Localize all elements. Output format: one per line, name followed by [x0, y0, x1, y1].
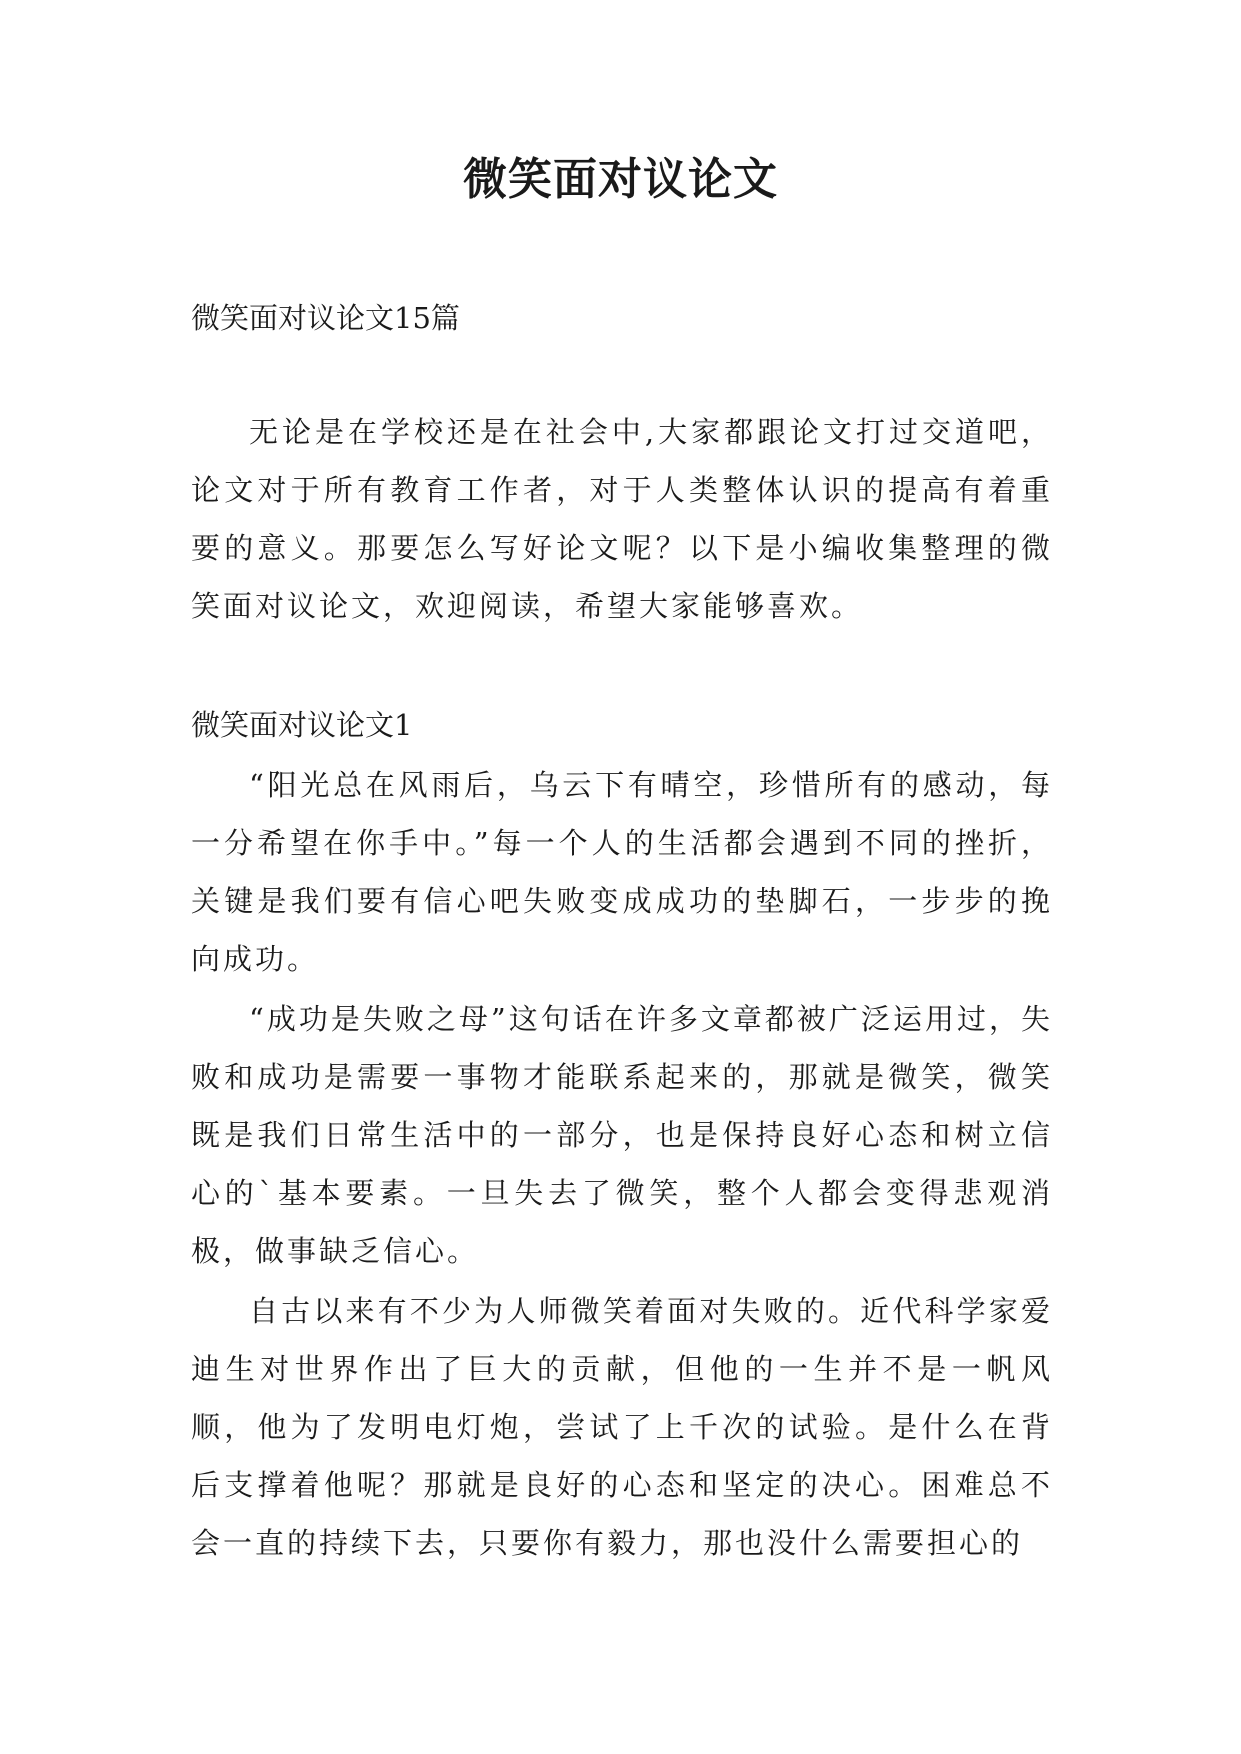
body-paragraph-3: 自古以来有不少为人师微笑着面对失败的。近代科学家爱迪生对世界作出了巨大的贡献，但他的一生并不是一帆风顺，他为了发明电灯炮，尝试了上千次的试验。是什么在背后支撑着他呢？那就是良好的心态和坚定的决心。困难总不会一直的持续下去，只要你有毅力，那也没什么需要担心的 [191, 1294, 1053, 1560]
body-paragraph-2: “成功是失败之母”这句话在许多文章都被广泛运用过，失败和成功是需要一事物才能联系起来的，那就是微笑，微笑既是我们日常生活中的一部分，也是保持良好心态和树立信心的`基本要素。一旦失去了微笑，整个人都会变得悲观消极，做事缺乏信心。 [191, 1002, 1053, 1268]
page-title: 微笑面对议论文 [463, 154, 778, 205]
body-paragraph-1: “阳光总在风雨后，乌云下有晴空，珍惜所有的感动，每一分希望在你手中。”每一个人的生活都会遇到不同的挫折，关键是我们要有信心吧失败变成成功的垫脚石，一步步的挽向成功。 [191, 768, 1053, 976]
subtitle: 微笑面对议论文15篇 [191, 301, 460, 335]
intro-paragraph: 无论是在学校还是在社会中,大家都跟论文打过交道吧，论文对于所有教育工作者，对于人类整体认识的提高有着重要的意义。那要怎么写好论文呢？以下是小编收集整理的微笑面对议论文，欢迎阅读，希望大家能够喜欢。 [191, 415, 1053, 623]
section-heading: 微笑面对议论文1 [191, 708, 413, 742]
